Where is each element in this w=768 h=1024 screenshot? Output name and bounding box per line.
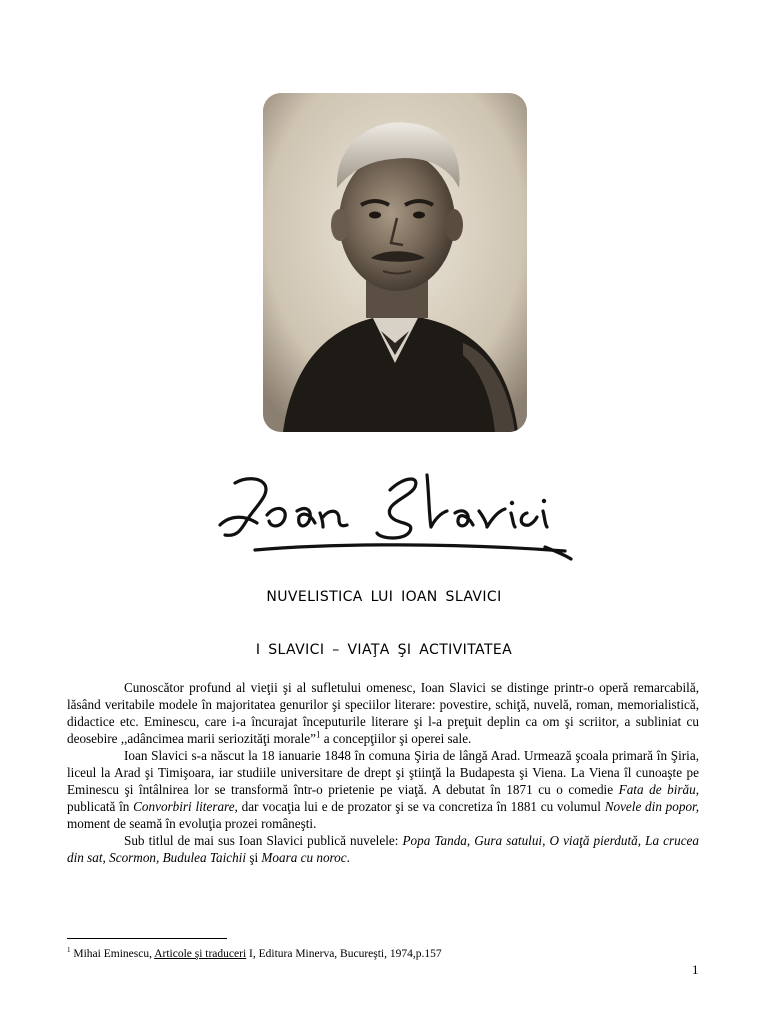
- footnote: $^1$ Mihai Eminescu, Articole şi traduceri I, Editura Minerva, Bucureşti, 1974,p.157: [67, 946, 442, 960]
- footnote-work-title: Articole şi traduceri: [154, 947, 247, 960]
- footnote-separator: [67, 938, 227, 939]
- paragraph: Cunoscător profund al vieţii şi al sufletului omenesc, Ioan Slavici se distinge printr-o operă remarcabilă, lăsând veritabile modele în majoritatea genurilor şi speciilor literare: povestire, schiţă, nuvelă, roman, memorialistică, didactice etc. Eminescu, care i-a încurajat începuturile literare şi l-a preţuit deplin ca om şi scriitor, a subliniat cu deosebire ,,adâncimea marii seriozităţi morale”$^1$ a concepţiilor şi operei sale.: [67, 680, 699, 746]
- paragraph: Sub titlul de mai sus Ioan Slavici publică nuvelele: Popa Tanda, Gura satului, O viaţă pierdută, La crucea din sat, Scormon, Budulea Taichii şi Moara cu noroc.: [67, 833, 699, 865]
- footnote-reference[interactable]: 1: [315, 729, 321, 740]
- page-title: NUVELISTICA LUI IOAN SLAVICI: [266, 589, 502, 605]
- work-title: Fata de birău: [618, 782, 696, 797]
- author-signature: [215, 455, 575, 580]
- section-heading: I SLAVICI – VIAŢA ŞI ACTIVITATEA: [255, 642, 513, 658]
- paragraph: Ioan Slavici s-a născut la 18 ianuarie 1848 în comuna Şiria de lângă Arad. Urmează şcoala primară în Şiria, liceul la Arad şi Timişoara, iar studiile universitare de drept şi ştiinţă la Budapesta şi Viena. La Viena îl cunoaşte pe Eminescu şi întâlnirea lor se transformă într-o prietenie pe viaţă. A debutat în 1871 cu o comedie Fata de birău, publicată în Convorbiri literare, dar vocaţia lui e de prozator şi se va concretiza în 1881 cu volumul Novele din popor, moment de seamă în evoluţia prozei româneşti.: [67, 748, 700, 831]
- work-title: Convorbiri literare,: [133, 799, 238, 814]
- work-title: Popa Tanda, Gura satului, O viaţă pierdută, La crucea din sat, Scormon, Budulea Taichii: [67, 833, 699, 865]
- work-title: Novele din popor,: [604, 799, 700, 814]
- portrait-photo: [263, 93, 527, 432]
- work-title: Moara cu noroc: [261, 850, 347, 865]
- author-portrait: [263, 93, 527, 432]
- body-text: [67, 679, 699, 866]
- page-number: 1: [692, 962, 699, 977]
- footnote-number: 1: [67, 946, 71, 954]
